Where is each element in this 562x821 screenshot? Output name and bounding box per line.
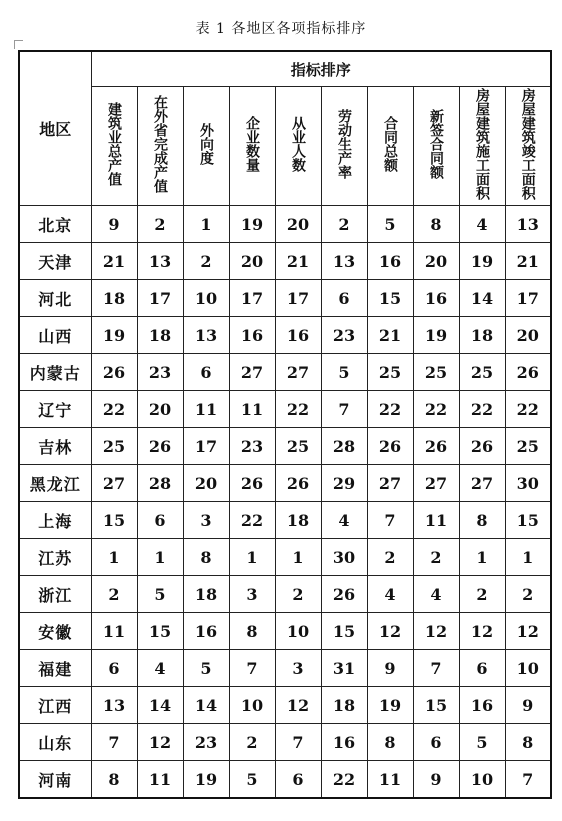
region-cell: 内蒙古 [19, 354, 91, 391]
region-cell: 山西 [19, 317, 91, 354]
rank-cell: 21 [275, 243, 321, 280]
rank-cell: 2 [275, 576, 321, 613]
rank-cell: 13 [183, 317, 229, 354]
table-row [19, 391, 551, 428]
rank-cell: 18 [459, 317, 505, 354]
column-header-label: 合同总额 [382, 116, 398, 172]
rank-cell: 22 [367, 391, 413, 428]
column-header [413, 87, 459, 206]
rank-cell: 12 [137, 724, 183, 761]
group-header: 指标排序 [91, 51, 551, 87]
rank-cell: 7 [91, 724, 137, 761]
rank-cell: 15 [413, 687, 459, 724]
rank-cell: 4 [321, 502, 367, 539]
rank-cell: 15 [91, 502, 137, 539]
rank-cell: 7 [229, 650, 275, 687]
rank-cell: 25 [91, 428, 137, 465]
column-header [137, 87, 183, 206]
rank-cell: 9 [91, 206, 137, 243]
rank-cell: 4 [137, 650, 183, 687]
rank-cell: 11 [367, 761, 413, 799]
rank-cell: 17 [229, 280, 275, 317]
rank-cell: 16 [321, 724, 367, 761]
rank-cell: 17 [183, 428, 229, 465]
rank-cell: 20 [229, 243, 275, 280]
rank-cell: 6 [183, 354, 229, 391]
rank-cell: 6 [413, 724, 459, 761]
rank-cell: 8 [505, 724, 551, 761]
rank-cell: 20 [505, 317, 551, 354]
rank-cell: 6 [459, 650, 505, 687]
rank-cell: 5 [137, 576, 183, 613]
rank-cell: 21 [505, 243, 551, 280]
rank-cell: 26 [505, 354, 551, 391]
rank-cell: 5 [459, 724, 505, 761]
region-cell: 河北 [19, 280, 91, 317]
rank-cell: 6 [321, 280, 367, 317]
rank-cell: 25 [505, 428, 551, 465]
column-header-label: 在外省完成产值 [152, 95, 168, 193]
rank-cell: 22 [413, 391, 459, 428]
rank-cell: 23 [321, 317, 367, 354]
rank-cell: 22 [91, 391, 137, 428]
region-cell: 江西 [19, 687, 91, 724]
rank-cell: 26 [91, 354, 137, 391]
column-header-label: 企业数量 [244, 116, 260, 172]
region-cell: 上海 [19, 502, 91, 539]
rank-cell: 26 [321, 576, 367, 613]
rank-cell: 15 [367, 280, 413, 317]
rank-cell: 1 [459, 539, 505, 576]
rank-cell: 25 [413, 354, 459, 391]
column-header [229, 87, 275, 206]
rank-cell: 5 [367, 206, 413, 243]
rank-cell: 2 [367, 539, 413, 576]
rank-cell: 22 [275, 391, 321, 428]
column-header-label: 房屋建筑施工面积 [474, 88, 490, 200]
rank-cell: 27 [229, 354, 275, 391]
rank-cell: 10 [505, 650, 551, 687]
rank-cell: 9 [413, 761, 459, 799]
rank-cell: 23 [183, 724, 229, 761]
rank-cell: 4 [367, 576, 413, 613]
rank-cell: 22 [459, 391, 505, 428]
table-row [19, 280, 551, 317]
rank-cell: 27 [459, 465, 505, 502]
rank-cell: 18 [275, 502, 321, 539]
rank-cell: 3 [183, 502, 229, 539]
rank-cell: 7 [505, 761, 551, 799]
region-cell: 吉林 [19, 428, 91, 465]
rank-cell: 1 [275, 539, 321, 576]
table-row [19, 539, 551, 576]
column-header [321, 87, 367, 206]
rank-cell: 25 [367, 354, 413, 391]
rank-cell: 16 [459, 687, 505, 724]
crop-mark [14, 40, 23, 49]
column-header-label: 劳动生产率 [336, 109, 352, 179]
rank-cell: 6 [275, 761, 321, 799]
region-cell: 辽宁 [19, 391, 91, 428]
rank-cell: 8 [459, 502, 505, 539]
rank-cell: 13 [505, 206, 551, 243]
rank-cell: 18 [137, 317, 183, 354]
rank-cell: 27 [413, 465, 459, 502]
table-row [19, 502, 551, 539]
rank-cell: 10 [275, 613, 321, 650]
region-cell: 河南 [19, 761, 91, 799]
table-row [19, 687, 551, 724]
rank-cell: 11 [413, 502, 459, 539]
rank-cell: 8 [183, 539, 229, 576]
rank-cell: 11 [183, 391, 229, 428]
rank-cell: 6 [91, 650, 137, 687]
rank-cell: 5 [183, 650, 229, 687]
rank-cell: 7 [321, 391, 367, 428]
rank-cell: 13 [321, 243, 367, 280]
rank-cell: 15 [321, 613, 367, 650]
rank-cell: 30 [321, 539, 367, 576]
table-row [19, 428, 551, 465]
rank-cell: 19 [229, 206, 275, 243]
rank-cell: 23 [229, 428, 275, 465]
rank-cell: 6 [137, 502, 183, 539]
column-header-label: 从业人数 [290, 116, 306, 172]
rank-cell: 1 [229, 539, 275, 576]
rank-cell: 19 [367, 687, 413, 724]
table-row [19, 613, 551, 650]
rank-cell: 20 [137, 391, 183, 428]
rank-cell: 18 [91, 280, 137, 317]
table-row [19, 650, 551, 687]
rank-cell: 30 [505, 465, 551, 502]
rank-cell: 16 [367, 243, 413, 280]
rank-cell: 15 [505, 502, 551, 539]
rank-cell: 22 [229, 502, 275, 539]
table-row [19, 243, 551, 280]
table-row [19, 206, 551, 243]
rank-cell: 10 [459, 761, 505, 799]
rank-cell: 26 [137, 428, 183, 465]
rank-cell: 8 [413, 206, 459, 243]
rank-cell: 14 [459, 280, 505, 317]
rank-cell: 17 [505, 280, 551, 317]
column-header [459, 87, 505, 206]
rank-cell: 20 [275, 206, 321, 243]
table-row [19, 317, 551, 354]
rank-cell: 26 [459, 428, 505, 465]
rank-cell: 18 [183, 576, 229, 613]
region-cell: 山东 [19, 724, 91, 761]
rank-cell: 12 [367, 613, 413, 650]
rank-cell: 16 [183, 613, 229, 650]
rank-cell: 2 [183, 243, 229, 280]
region-header: 地区 [19, 51, 91, 206]
rank-cell: 8 [367, 724, 413, 761]
rank-cell: 27 [275, 354, 321, 391]
column-header-label: 外向度 [198, 123, 214, 165]
region-cell: 浙江 [19, 576, 91, 613]
rank-cell: 31 [321, 650, 367, 687]
rank-cell: 27 [367, 465, 413, 502]
region-cell: 安徽 [19, 613, 91, 650]
rank-cell: 16 [413, 280, 459, 317]
table-row [19, 576, 551, 613]
rank-cell: 20 [183, 465, 229, 502]
rank-cell: 27 [91, 465, 137, 502]
rank-cell: 11 [137, 761, 183, 799]
rank-cell: 28 [137, 465, 183, 502]
rank-cell: 17 [275, 280, 321, 317]
rank-cell: 29 [321, 465, 367, 502]
region-cell: 江苏 [19, 539, 91, 576]
rank-cell: 1 [91, 539, 137, 576]
rank-cell: 16 [275, 317, 321, 354]
rank-cell: 12 [413, 613, 459, 650]
table-row [19, 354, 551, 391]
indicator-ranking-table [18, 50, 552, 799]
column-header-label: 房屋建筑竣工面积 [519, 88, 536, 200]
region-cell: 北京 [19, 206, 91, 243]
column-header-label: 新签合同额 [428, 109, 444, 179]
rank-cell: 26 [275, 465, 321, 502]
region-cell: 黑龙江 [19, 465, 91, 502]
rank-cell: 23 [137, 354, 183, 391]
rank-cell: 19 [413, 317, 459, 354]
rank-cell: 13 [137, 243, 183, 280]
rank-cell: 2 [321, 206, 367, 243]
rank-cell: 15 [137, 613, 183, 650]
rank-cell: 25 [275, 428, 321, 465]
rank-cell: 2 [229, 724, 275, 761]
rank-cell: 2 [459, 576, 505, 613]
rank-cell: 3 [275, 650, 321, 687]
rank-cell: 8 [91, 761, 137, 799]
rank-cell: 12 [275, 687, 321, 724]
column-header [367, 87, 413, 206]
table-row [19, 761, 551, 799]
rank-cell: 18 [321, 687, 367, 724]
rank-cell: 9 [505, 687, 551, 724]
rank-cell: 1 [137, 539, 183, 576]
column-header [183, 87, 229, 206]
rank-cell: 25 [459, 354, 505, 391]
rank-cell: 28 [321, 428, 367, 465]
table-row [19, 465, 551, 502]
rank-cell: 14 [183, 687, 229, 724]
rank-cell: 17 [137, 280, 183, 317]
rank-cell: 26 [413, 428, 459, 465]
rank-cell: 4 [459, 206, 505, 243]
rank-cell: 10 [183, 280, 229, 317]
rank-cell: 11 [91, 613, 137, 650]
rank-cell: 3 [229, 576, 275, 613]
rank-cell: 19 [91, 317, 137, 354]
rank-cell: 20 [413, 243, 459, 280]
rank-cell: 10 [229, 687, 275, 724]
column-header [275, 87, 321, 206]
rank-cell: 16 [229, 317, 275, 354]
rank-cell: 12 [459, 613, 505, 650]
rank-cell: 2 [91, 576, 137, 613]
rank-cell: 21 [91, 243, 137, 280]
rank-cell: 26 [229, 465, 275, 502]
rank-cell: 14 [137, 687, 183, 724]
column-header [505, 87, 551, 206]
rank-cell: 13 [91, 687, 137, 724]
table-row [19, 724, 551, 761]
rank-cell: 5 [321, 354, 367, 391]
rank-cell: 19 [459, 243, 505, 280]
rank-cell: 21 [367, 317, 413, 354]
rank-cell: 7 [413, 650, 459, 687]
rank-cell: 2 [137, 206, 183, 243]
rank-cell: 9 [367, 650, 413, 687]
rank-cell: 2 [413, 539, 459, 576]
rank-cell: 2 [505, 576, 551, 613]
region-cell: 天津 [19, 243, 91, 280]
rank-cell: 4 [413, 576, 459, 613]
rank-cell: 12 [505, 613, 551, 650]
rank-cell: 22 [505, 391, 551, 428]
table-caption: 表 1 各地区各项指标排序 [195, 21, 367, 37]
rank-cell: 19 [183, 761, 229, 799]
region-cell: 福建 [19, 650, 91, 687]
column-header-label: 建筑业总产值 [106, 102, 122, 186]
rank-cell: 11 [229, 391, 275, 428]
rank-cell: 8 [229, 613, 275, 650]
rank-cell: 26 [367, 428, 413, 465]
rank-cell: 7 [275, 724, 321, 761]
rank-cell: 1 [505, 539, 551, 576]
rank-cell: 1 [183, 206, 229, 243]
rank-cell: 5 [229, 761, 275, 799]
rank-cell: 7 [367, 502, 413, 539]
column-header [91, 87, 137, 206]
rank-cell: 22 [321, 761, 367, 799]
